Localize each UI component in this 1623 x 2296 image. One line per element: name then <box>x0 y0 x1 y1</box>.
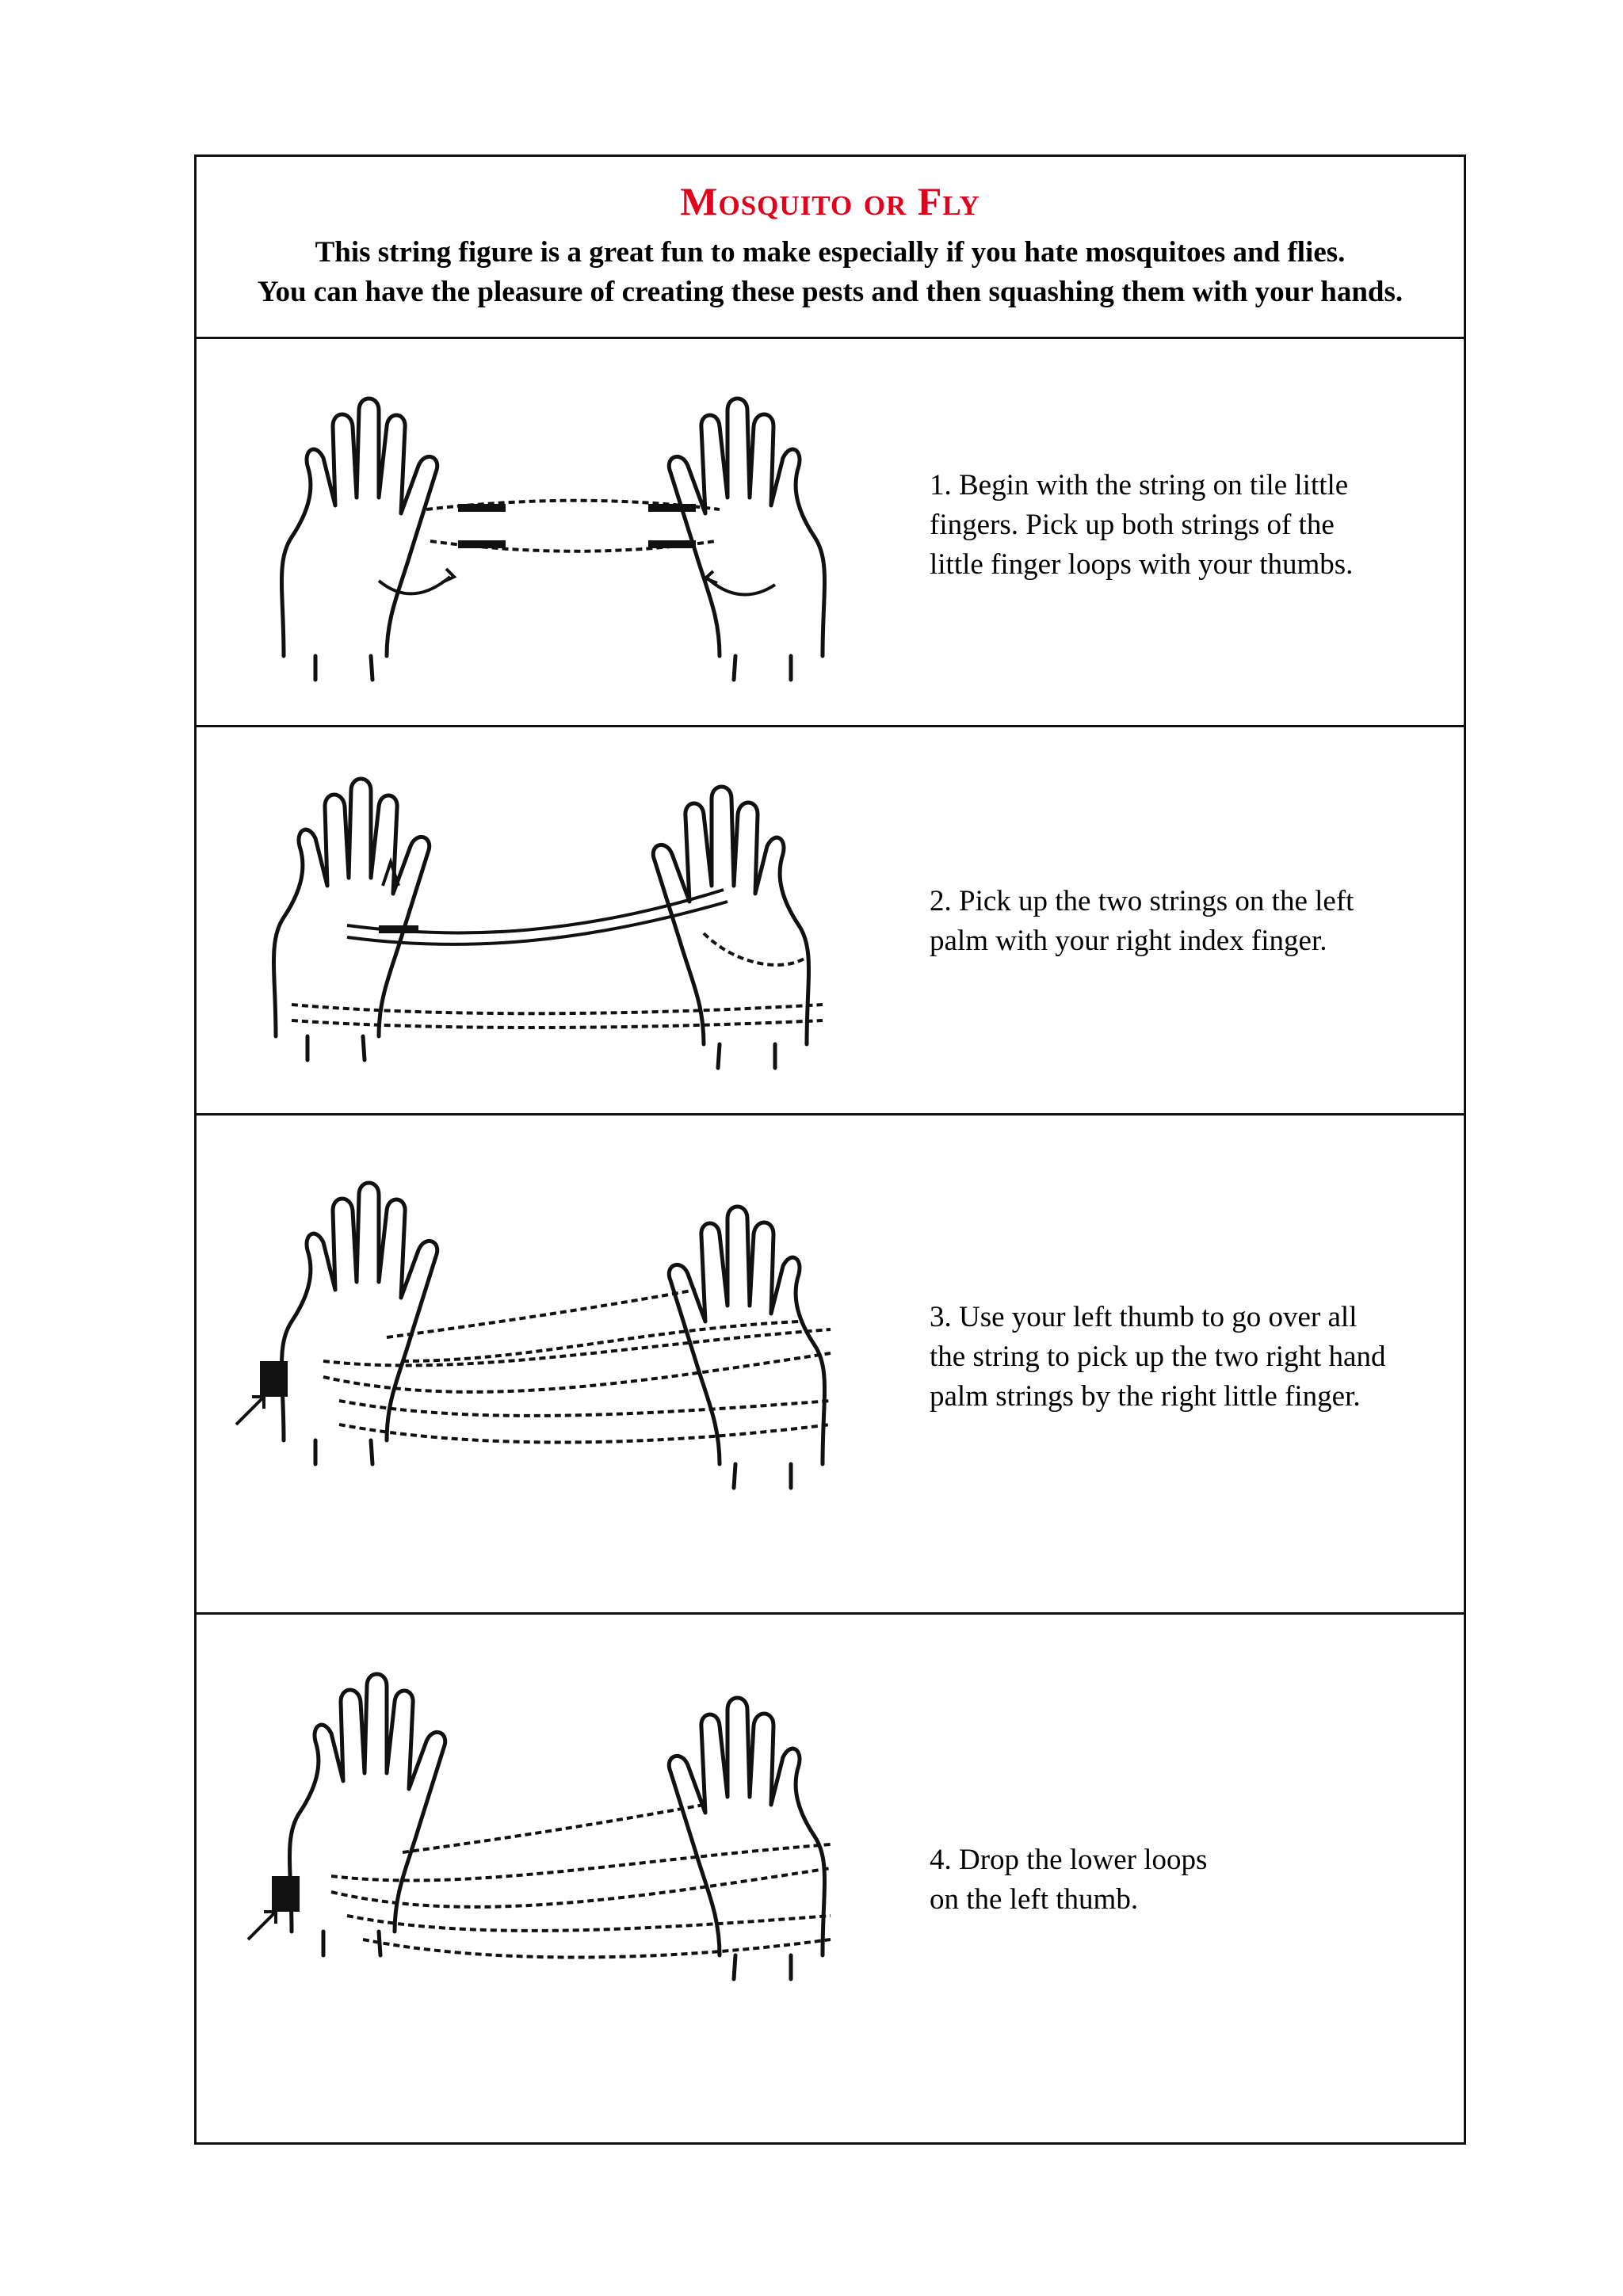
step-panel-2 <box>197 727 1464 1116</box>
page-title: Mosquito or Fly <box>680 179 980 223</box>
hands-string-step-4-icon <box>228 1623 894 2130</box>
step-panel-3 <box>197 1116 1464 1615</box>
step-4-caption: 4. Drop the lower loops on the left thumb. <box>930 1844 1208 1916</box>
hands-string-step-2-icon <box>228 735 894 1108</box>
sheet-header <box>197 157 1464 339</box>
step-panel-1 <box>197 339 1464 727</box>
intro-line-1: This string figure is a great fun to make especially if you hate mosquitoes and flies. <box>315 236 1346 269</box>
step-panel-4 <box>197 1615 1464 2147</box>
step-1-caption: 1. Begin with the string on tile little fingers. Pick up both strings of the little finger loops with your thumbs. <box>930 469 1354 581</box>
hands-string-step-3-icon <box>228 1123 894 1607</box>
instruction-sheet <box>194 154 1466 2145</box>
step-3-caption: 3. Use your left thumb to go over all the string to pick up the two right hand palm strings by the right little finger. <box>930 1301 1386 1413</box>
hands-string-step-1-icon <box>228 347 894 719</box>
intro-text <box>197 233 1464 312</box>
step-2-caption: 2. Pick up the two strings on the left palm with your right index finger. <box>930 885 1354 957</box>
intro-line-2: You can have the pleasure of creating these pests and then squashing them with your hands. <box>257 276 1403 308</box>
